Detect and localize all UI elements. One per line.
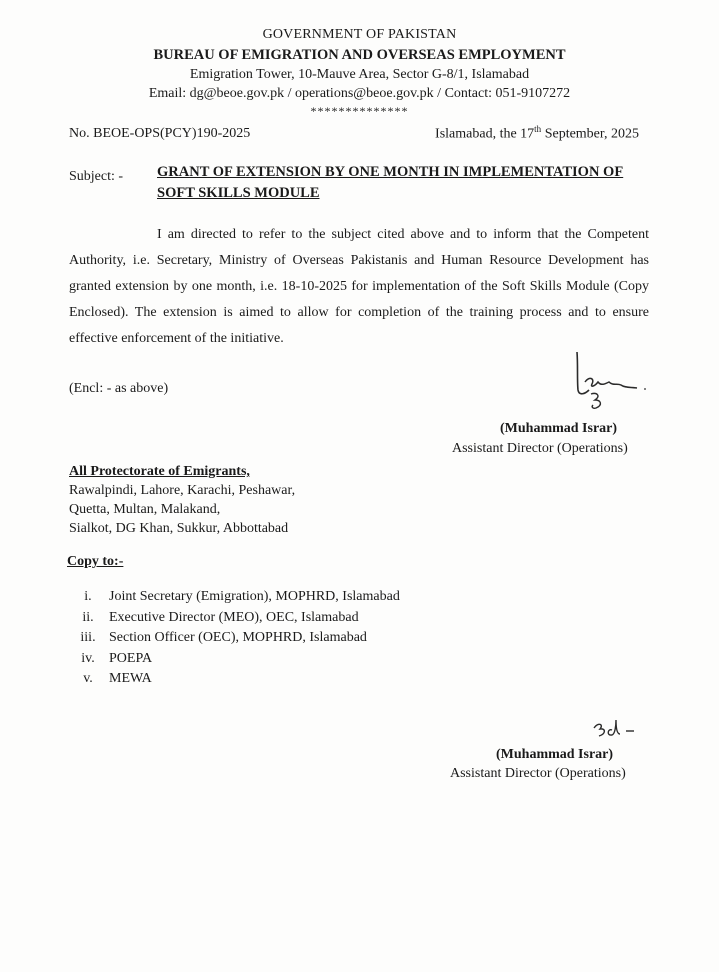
date-sup: th bbox=[534, 124, 542, 134]
list-item bbox=[67, 610, 400, 631]
header-address: Emigration Tower, 10-Mauve Area, Sector G-8/1, Islamabad bbox=[189, 67, 530, 82]
list-item-text: MEWA bbox=[109, 671, 152, 686]
signature-2-image bbox=[590, 716, 640, 749]
date-suffix: September, 2025 bbox=[541, 126, 639, 142]
list-item-number: iv. bbox=[81, 650, 95, 666]
addressee-line: Sialkot, DG Khan, Sukkur, Abbottabad bbox=[69, 521, 289, 536]
signatory-1-name: (Muhammad Israr) bbox=[500, 421, 618, 436]
header-government: GOVERNMENT OF PAKISTAN bbox=[262, 27, 457, 42]
signatory-2-name: (Muhammad Israr) bbox=[496, 747, 614, 762]
list-item-text: Section Officer (OEC), MOPHRD, Islamabad bbox=[109, 630, 367, 645]
list-item-number: v. bbox=[83, 671, 93, 686]
signatory-2-designation: Assistant Director (Operations) bbox=[450, 766, 626, 781]
list-item-number: ii. bbox=[82, 609, 94, 625]
list-item bbox=[67, 651, 400, 672]
addressee-line: Rawalpindi, Lahore, Karachi, Peshawar, bbox=[69, 483, 296, 498]
copy-to-title: Copy to:- bbox=[67, 554, 124, 569]
list-item bbox=[67, 671, 400, 692]
body-paragraph: I am directed to refer to the subject cited above and to inform that the Competent Authority, i.e. Secretary, Ministry of Overseas Pakistanis and Human Resource Development has granted extension by one month, i.e. 18-10-2025 for implementation of the Soft Skills Module (Copy Enclosed). The extension is aimed to allow for completion of the training process and to ensure effective enforcement of the initiative. bbox=[69, 227, 649, 346]
reference-number: No. BEOE-OPS(PCY)190-2025 bbox=[69, 126, 251, 141]
list-item-text: Executive Director (MEO), OEC, Islamabad bbox=[109, 609, 359, 625]
list-item bbox=[67, 630, 400, 651]
addressee-line: Quetta, Multan, Malakand, bbox=[69, 502, 221, 517]
header-contact: Email: dg@beoe.gov.pk / operations@beoe.gov.pk / Contact: 051-9107272 bbox=[148, 86, 571, 101]
letter-date bbox=[435, 124, 639, 143]
list-item bbox=[67, 589, 400, 610]
enclosure-note: (Encl: - as above) bbox=[69, 381, 169, 396]
copy-to-list bbox=[67, 589, 400, 692]
subject-text: GRANT OF EXTENSION BY ONE MONTH IN IMPLEMENTATION OF SOFT SKILLS MODULE bbox=[157, 164, 624, 201]
list-item-text: POEPA bbox=[109, 650, 153, 666]
signatory-1-designation: Assistant Director (Operations) bbox=[452, 441, 628, 456]
addressees-title: All Protectorate of Emigrants, bbox=[69, 464, 250, 479]
header-stars: ************** bbox=[310, 104, 409, 118]
signature-1-image bbox=[565, 350, 655, 420]
list-item-number: i. bbox=[84, 589, 92, 604]
header-bureau: BUREAU OF EMIGRATION AND OVERSEAS EMPLOYMENT bbox=[153, 47, 566, 63]
subject-label: Subject: - bbox=[69, 169, 124, 184]
list-item-text: Joint Secretary (Emigration), MOPHRD, Islamabad bbox=[109, 589, 400, 604]
list-item-number: iii. bbox=[80, 630, 96, 645]
date-prefix: Islamabad, the 17 bbox=[435, 126, 535, 142]
